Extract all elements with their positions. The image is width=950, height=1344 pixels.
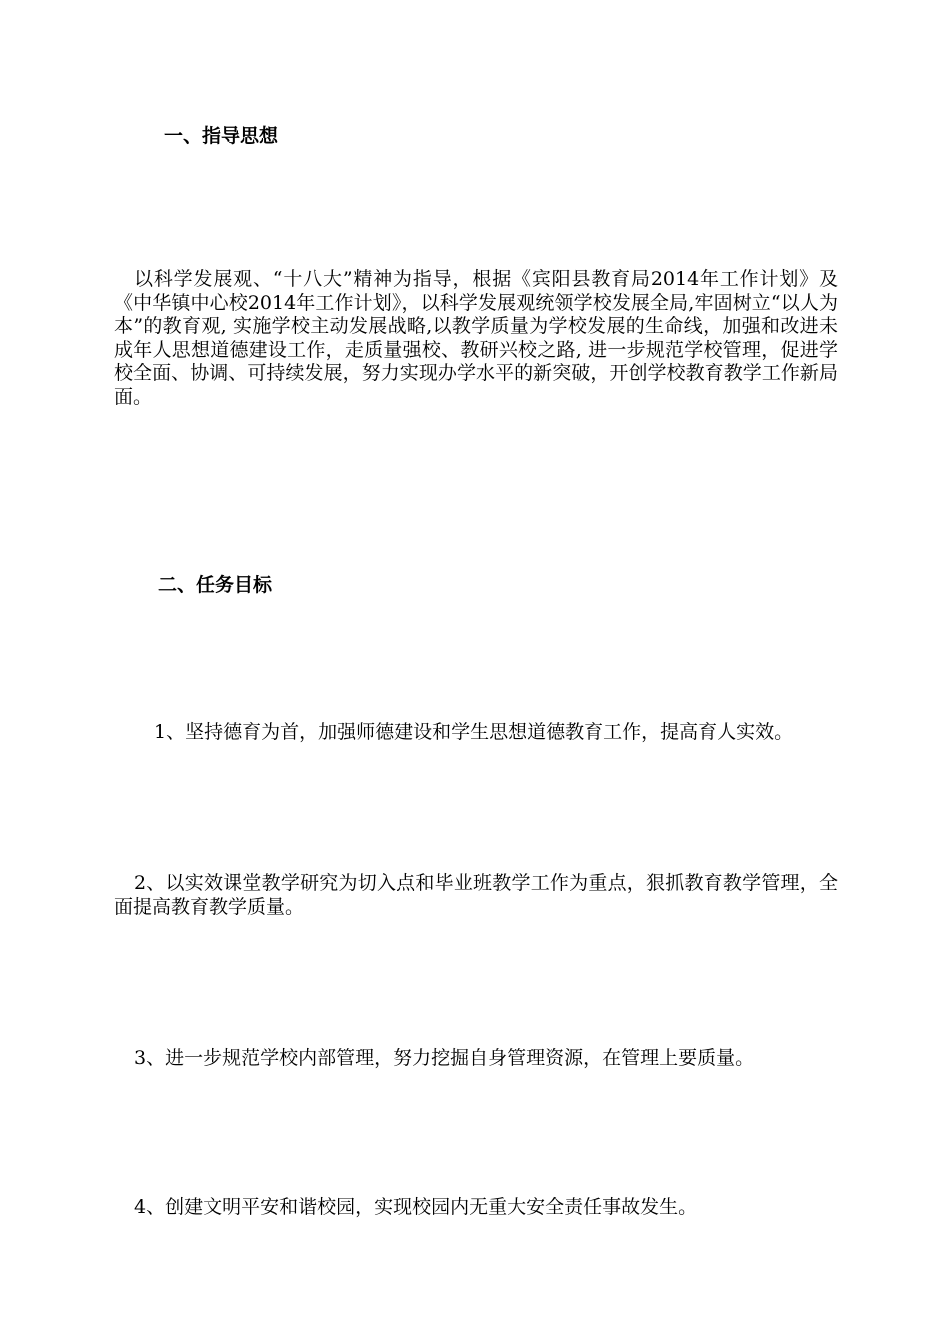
- section-heading-task-goals: 二、任务目标: [158, 574, 273, 596]
- task-goal-item-3: 3、进一步规范学校内部管理，努力挖掘自身管理资源，在管理上要质量。: [134, 1047, 755, 1069]
- guiding-ideology-paragraph: 以科学发展观、“十八大”精神为指导，根据《宾阳县教育局2014年工作计划》及《中华镇中心校2014年工作计划》，以科学发展观统领学校发展全局,牢固树立“以人为本”的教育观, 实施学校主动发展战略,以教学质量为学校发展的生命线，加强和改进未成年人思想道德建设工作，走质量强校、教研兴校之路, 进一步规范学校管理，促进学校全面、协调、可持续发展，努力实现办学水平的新突破，开创学校教育教学工作新局面。: [114, 268, 838, 408]
- task-goal-item-4: 4、创建文明平安和谐校园，实现校园内无重大安全责任事故发生。: [134, 1196, 698, 1218]
- section-heading-guiding-ideology: 一、指导思想: [164, 125, 279, 147]
- task-goal-item-1: 1、坚持德育为首，加强师德建设和学生思想道德教育工作，提高育人实效。: [154, 721, 794, 743]
- task-goal-item-2: 2、以实效课堂教学研究为切入点和毕业班教学工作为重点，狠抓教育教学管理，全面提高教育教学质量。: [114, 872, 838, 918]
